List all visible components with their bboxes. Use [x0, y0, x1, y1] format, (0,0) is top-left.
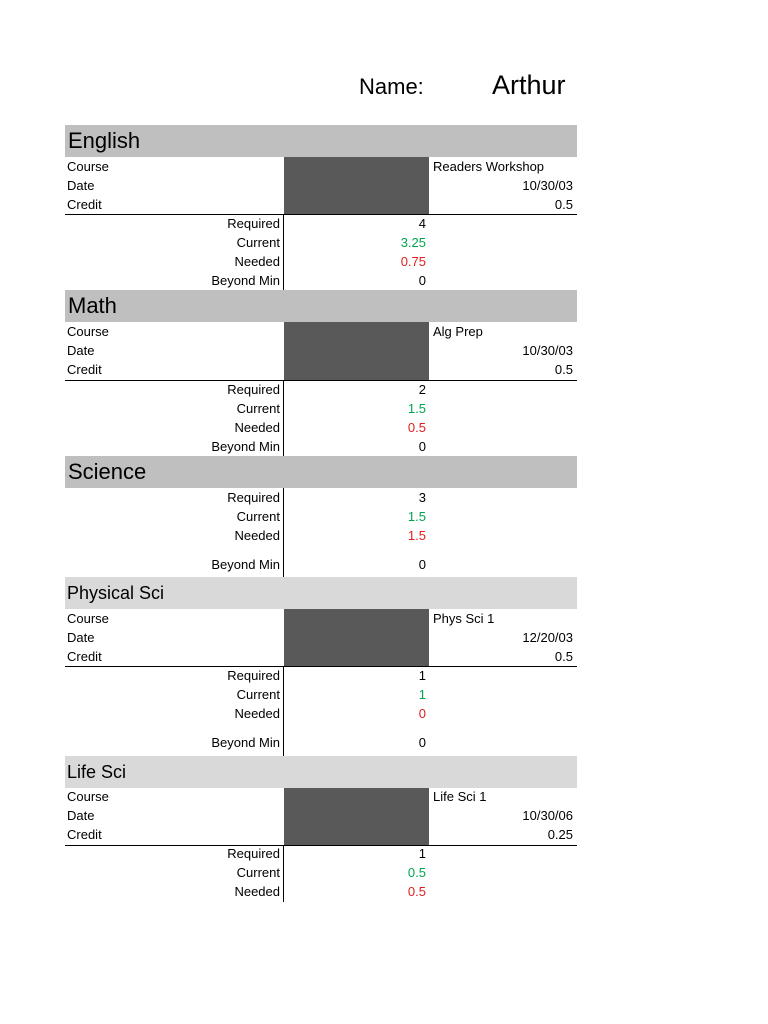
needed-label: Needed	[234, 706, 280, 721]
course-label: Course	[67, 159, 109, 174]
course-label: Course	[67, 789, 109, 804]
needed-label: Needed	[234, 884, 280, 899]
date-label: Date	[67, 343, 95, 358]
course-credit: 0.25	[547, 827, 573, 842]
beyond-min-label: Beyond Min	[211, 439, 280, 454]
beyond-min-label: Beyond Min	[211, 735, 280, 750]
needed-value: 0	[418, 706, 426, 721]
required-label: Required	[227, 382, 280, 397]
column-divider	[283, 666, 284, 756]
current-label: Current	[236, 235, 280, 250]
section-title: Physical Sci	[67, 583, 165, 603]
beyond-min-value: 0	[418, 557, 426, 572]
column-divider	[283, 214, 284, 290]
course-name: Alg Prep	[433, 324, 483, 339]
name-label: Name:	[359, 74, 424, 99]
current-label: Current	[236, 509, 280, 524]
credit-label: Credit	[67, 197, 102, 212]
course-block	[284, 609, 429, 666]
section-header-science	[65, 456, 577, 488]
current-label: Current	[236, 865, 280, 880]
course-name: Phys Sci 1	[433, 611, 495, 626]
divider	[65, 666, 577, 667]
required-label: Required	[227, 216, 280, 231]
needed-value: 1.5	[407, 528, 426, 543]
beyond-min-label: Beyond Min	[211, 273, 280, 288]
current-value: 1	[418, 687, 426, 702]
beyond-min-value: 0	[418, 439, 426, 454]
credit-label: Credit	[67, 362, 102, 377]
course-credit: 0.5	[554, 362, 573, 377]
divider	[65, 214, 577, 215]
column-divider	[283, 380, 284, 456]
section-title: English	[68, 128, 141, 153]
required-value: 2	[418, 382, 426, 397]
needed-value: 0.5	[407, 884, 426, 899]
needed-label: Needed	[234, 420, 280, 435]
divider	[65, 845, 577, 846]
needed-label: Needed	[234, 254, 280, 269]
credit-label: Credit	[67, 827, 102, 842]
course-date: 10/30/06	[522, 808, 573, 823]
required-value: 1	[418, 668, 426, 683]
current-value: 1.5	[407, 401, 426, 416]
course-label: Course	[67, 611, 109, 626]
student-name: Arthur	[492, 70, 566, 100]
required-value: 1	[418, 846, 426, 861]
course-block	[284, 788, 429, 845]
current-value: 1.5	[407, 509, 426, 524]
section-header-english	[65, 125, 577, 157]
date-label: Date	[67, 808, 95, 823]
required-label: Required	[227, 490, 280, 505]
course-date: 10/30/03	[522, 343, 573, 358]
current-value: 0.5	[407, 865, 426, 880]
beyond-min-value: 0	[418, 735, 426, 750]
divider	[65, 380, 577, 381]
needed-value: 0.5	[407, 420, 426, 435]
beyond-min-value: 0	[418, 273, 426, 288]
course-date: 12/20/03	[522, 630, 573, 645]
required-label: Required	[227, 668, 280, 683]
credit-label: Credit	[67, 649, 102, 664]
current-label: Current	[236, 687, 280, 702]
section-title: Math	[68, 293, 117, 318]
beyond-min-label: Beyond Min	[211, 557, 280, 572]
course-label: Course	[67, 324, 109, 339]
section-header-math	[65, 290, 577, 322]
date-label: Date	[67, 630, 95, 645]
needed-label: Needed	[234, 528, 280, 543]
needed-value: 0.75	[400, 254, 426, 269]
course-credit: 0.5	[554, 649, 573, 664]
course-block	[284, 157, 429, 214]
current-value: 3.25	[400, 235, 426, 250]
section-header-life-sci	[65, 756, 577, 788]
column-divider	[283, 845, 284, 902]
section-header-physical-sci	[65, 577, 577, 609]
section-title: Life Sci	[67, 762, 127, 782]
course-date: 10/30/03	[522, 178, 573, 193]
date-label: Date	[67, 178, 95, 193]
course-name: Life Sci 1	[433, 789, 487, 804]
column-divider	[283, 488, 284, 577]
current-label: Current	[236, 401, 280, 416]
required-value: 3	[418, 490, 426, 505]
course-name: Readers Workshop	[433, 159, 545, 174]
required-value: 4	[418, 216, 426, 231]
course-credit: 0.5	[554, 197, 573, 212]
section-title: Science	[68, 459, 147, 484]
course-block	[284, 322, 429, 380]
required-label: Required	[227, 846, 280, 861]
